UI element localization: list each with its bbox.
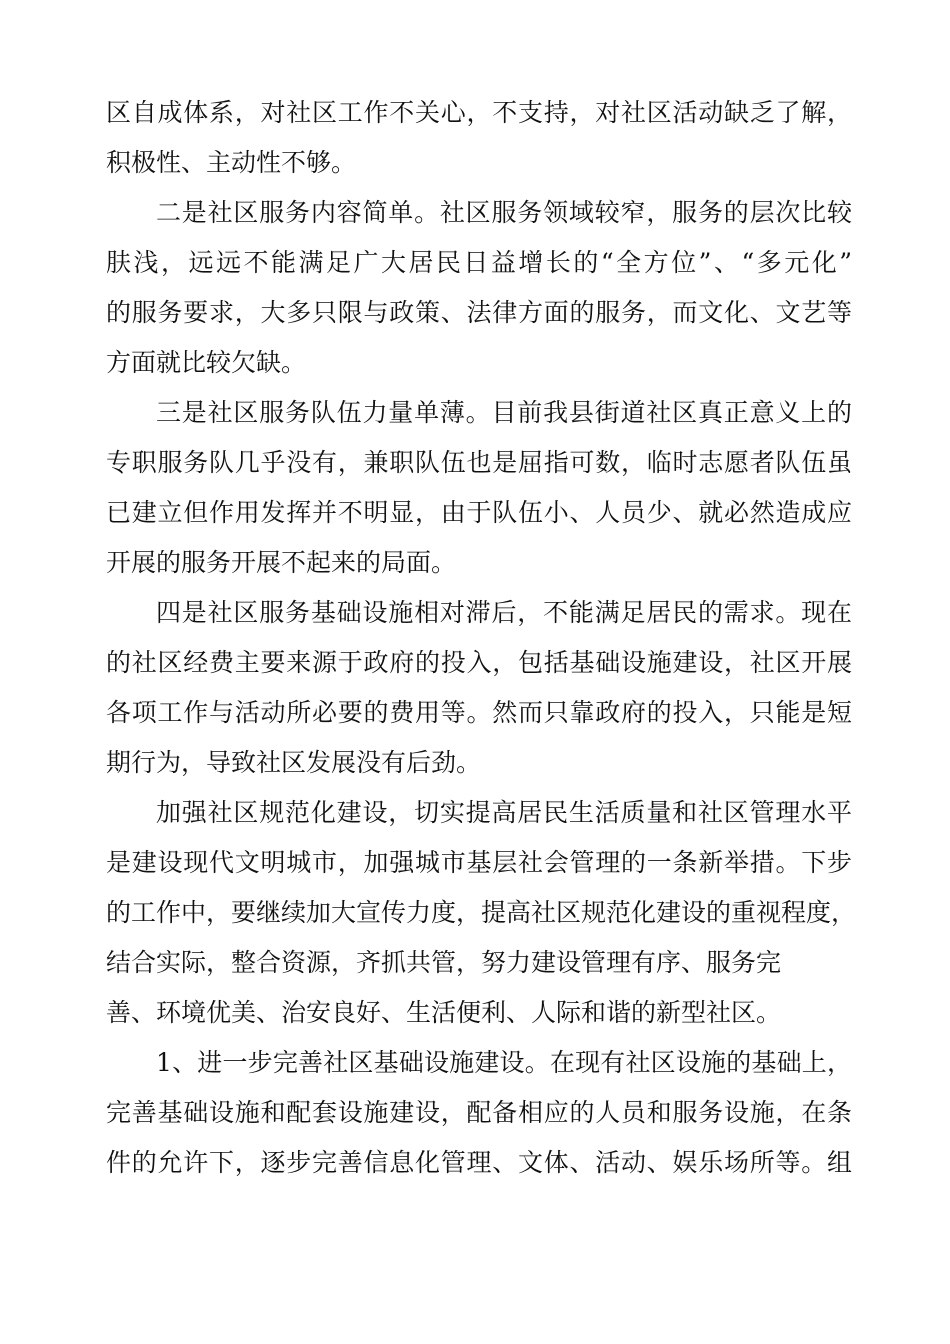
text-line: 区自成体系，对社区工作不关心，不支持，对社区活动缺乏了解， bbox=[106, 98, 852, 127]
text-line: 结合实际，整合资源，齐抓共管，努力建设管理有序、服务完 bbox=[106, 948, 782, 977]
text-line: 积极性、主动性不够。 bbox=[106, 148, 357, 177]
text-line: 方面就比较欠缺。 bbox=[106, 348, 307, 377]
text-line: 三是社区服务队伍力量单薄。目前我县街道社区真正意义上的 bbox=[156, 398, 852, 427]
paragraph bbox=[106, 88, 852, 188]
text-line: 已建立但作用发挥并不明显，由于队伍小、人员少、就必然造成应 bbox=[106, 498, 852, 527]
text-line: 的服务要求，大多只限与政策、法律方面的服务，而文化、文艺等 bbox=[106, 298, 852, 327]
text-line: 专职服务队几乎没有，兼职队伍也是屈指可数，临时志愿者队伍虽 bbox=[106, 448, 852, 477]
text-line: 的工作中，要继续加大宣传力度，提高社区规范化建设的重视程度， bbox=[106, 898, 857, 927]
text-line: 件的允许下，逐步完善信息化管理、文体、活动、娱乐场所等。组 bbox=[106, 1148, 852, 1177]
text-line: 开展的服务开展不起来的局面。 bbox=[106, 548, 457, 577]
text-line: 完善基础设施和配套设施建设，配备相应的人员和服务设施，在条 bbox=[106, 1098, 852, 1127]
paragraph bbox=[106, 1038, 852, 1188]
paragraph bbox=[106, 388, 852, 588]
text-line: 二是社区服务内容简单。社区服务领域较窄，服务的层次比较 bbox=[156, 198, 852, 227]
text-line: 四是社区服务基础设施相对滞后，不能满足居民的需求。现在 bbox=[156, 598, 852, 627]
text-line: 是建设现代文明城市，加强城市基层社会管理的一条新举措。下步 bbox=[106, 848, 852, 877]
text-line: 肤浅，远远不能满足广大居民日益增长的“全方位”、“多元化” bbox=[106, 248, 852, 277]
text-line: 的社区经费主要来源于政府的投入，包括基础设施建设，社区开展 bbox=[106, 648, 852, 677]
text-line: 善、环境优美、治安良好、生活便利、人际和谐的新型社区。 bbox=[106, 998, 782, 1027]
text-line: 各项工作与活动所必要的费用等。然而只靠政府的投入，只能是短 bbox=[106, 698, 852, 727]
paragraph bbox=[106, 588, 852, 788]
text-line: 期行为，导致社区发展没有后劲。 bbox=[106, 748, 482, 777]
text-line: 1、进一步完善社区基础设施建设。在现有社区设施的基础上， bbox=[156, 1048, 852, 1077]
paragraph bbox=[106, 788, 857, 1038]
document-body bbox=[106, 88, 857, 1188]
paragraph bbox=[106, 188, 852, 388]
text-line: 加强社区规范化建设，切实提高居民生活质量和社区管理水平 bbox=[156, 798, 852, 827]
